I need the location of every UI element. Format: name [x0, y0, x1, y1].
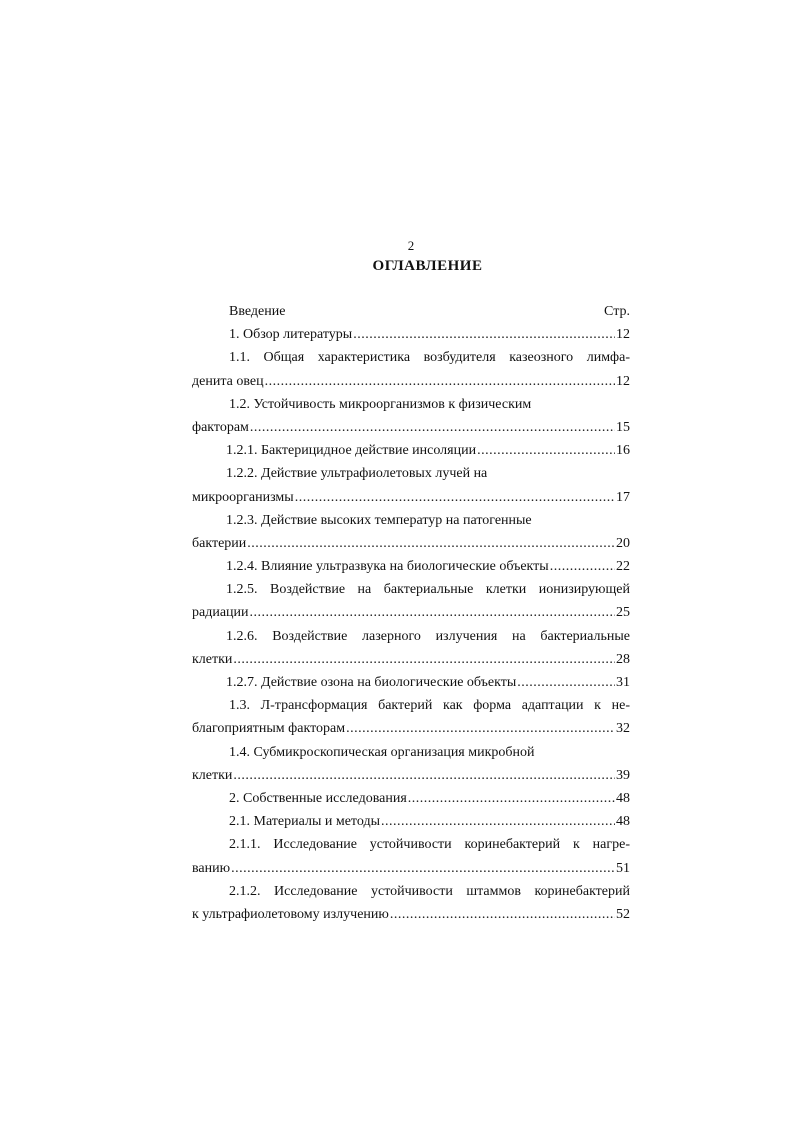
leader-dots	[250, 416, 615, 439]
toc-entry	[192, 462, 630, 485]
leader-dots	[265, 370, 615, 393]
toc-entry	[192, 741, 630, 764]
toc-entry-title: 1.2.1. Бактерицидное действие инсоляции	[226, 443, 477, 459]
leader-dots	[390, 903, 615, 926]
leader-dots	[517, 671, 615, 694]
leader-dots	[346, 717, 615, 740]
intro-label: Введение	[229, 304, 286, 319]
page-number: 2	[407, 238, 415, 253]
toc-entry-title: 2.1. Материалы и методы	[229, 814, 380, 830]
toc-entry-title-cont: микроорганизмы	[192, 489, 294, 505]
toc-entry-title-cont: радиации	[192, 605, 249, 621]
toc-entry	[192, 578, 630, 601]
toc-entry	[192, 509, 630, 532]
toc-entry-title-cont: клетки	[192, 651, 233, 667]
toc-header	[192, 300, 630, 323]
toc-entry-title: 1.3. Л-трансформация бактерий как форма адаптации к не-	[229, 698, 630, 714]
toc-entry-continuation	[192, 601, 630, 624]
toc-entry	[192, 787, 630, 810]
toc-entry-page: 31	[616, 675, 630, 690]
leader-dots	[247, 532, 615, 555]
leader-dots	[250, 601, 615, 624]
toc-entry-title: 1.2.5. Воздействие на бактериальные клетки ионизирующей	[226, 582, 630, 598]
leader-dots	[231, 857, 615, 880]
leader-dots	[477, 439, 615, 462]
toc-entry-title: 1.2.6. Воздействие лазерного излучения на бактериальные	[226, 628, 630, 644]
toc-entry-continuation	[192, 648, 630, 671]
toc-entry	[192, 439, 630, 462]
toc-entry-title: 1.4. Субмикроскопическая организация микробной	[229, 744, 535, 760]
toc-entry-title: 1. Обзор литературы	[229, 327, 353, 343]
toc-entry-page: 15	[616, 419, 630, 435]
toc-entry-title-cont: благоприятным факторам	[192, 721, 346, 737]
toc-entry-page: 28	[616, 651, 630, 667]
toc-entry-continuation	[192, 370, 630, 393]
toc-entry-page: 39	[616, 767, 630, 783]
toc-entry	[192, 346, 630, 369]
toc-entry	[192, 810, 630, 833]
toc-entry-continuation	[192, 764, 630, 787]
table-of-contents	[192, 300, 630, 926]
toc-entry	[192, 625, 630, 648]
toc-entry-page: 51	[616, 860, 630, 876]
leader-dots	[233, 764, 615, 787]
toc-entry-continuation	[192, 416, 630, 439]
toc-entry-title-cont: к ультрафиолетовому излучению	[192, 906, 389, 922]
toc-entry-title: 1.2.4. Влияние ультразвука на биологические объекты	[226, 559, 549, 575]
toc-entry-title: 1.1. Общая характеристика возбудителя казеозного лимфа-	[229, 350, 630, 366]
toc-entry-page: 20	[616, 535, 630, 551]
toc-entry-title-cont: ванию	[192, 860, 231, 876]
toc-entry-title-cont: денита овец	[192, 373, 264, 389]
toc-entry-page: 32	[616, 721, 630, 737]
toc-entry-page: 16	[616, 443, 630, 459]
toc-entry-page: 12	[616, 327, 630, 343]
toc-entry-title: 1.2. Устойчивость микроорганизмов к физическим	[229, 396, 532, 412]
toc-entry	[192, 393, 630, 416]
toc-entry-page: 17	[616, 489, 630, 505]
toc-entry-continuation	[192, 903, 630, 926]
toc-entry-title-cont: клетки	[192, 767, 233, 783]
toc-entry	[192, 671, 630, 694]
toc-entry-title: 2.1.2. Исследование устойчивости штаммов коринебактерий	[229, 883, 630, 899]
toc-entry	[192, 323, 630, 346]
toc-entry-title-cont: бактерии	[192, 535, 247, 551]
toc-entry	[192, 833, 630, 856]
page-column-label: Стр.	[604, 304, 630, 319]
leader-dots	[295, 486, 615, 509]
leader-dots	[550, 555, 615, 578]
toc-entry-title: 1.2.3. Действие высоких температур на патогенные	[226, 512, 532, 528]
toc-entry-page: 48	[616, 814, 630, 830]
leader-dots	[353, 323, 615, 346]
toc-entry-continuation	[192, 717, 630, 740]
toc-entry-page: 25	[616, 605, 630, 621]
toc-entry	[192, 694, 630, 717]
toc-entry-title: 2. Собственные исследования	[229, 790, 407, 806]
toc-entry	[192, 880, 630, 903]
toc-entry-page: 52	[616, 906, 630, 922]
toc-entry-title: 2.1.1. Исследование устойчивости коринебактерий к нагре-	[229, 837, 630, 853]
leader-dots	[381, 810, 615, 833]
leader-dots	[408, 787, 615, 810]
toc-entry	[192, 555, 630, 578]
toc-entry-continuation	[192, 486, 630, 509]
toc-entry-page: 48	[616, 790, 630, 806]
toc-entry-page: 22	[616, 559, 630, 575]
page-title: ОГЛАВЛЕНИЕ	[372, 258, 483, 274]
toc-entry-continuation	[192, 857, 630, 880]
leader-dots	[233, 648, 615, 671]
toc-entry-title: 1.2.2. Действие ультрафиолетовых лучей на	[226, 466, 488, 482]
toc-entry-continuation	[192, 532, 630, 555]
toc-entry-title-cont: факторам	[192, 419, 249, 435]
toc-entry-page: 12	[616, 373, 630, 389]
toc-entry-title: 1.2.7. Действие озона на биологические объекты	[226, 675, 517, 690]
